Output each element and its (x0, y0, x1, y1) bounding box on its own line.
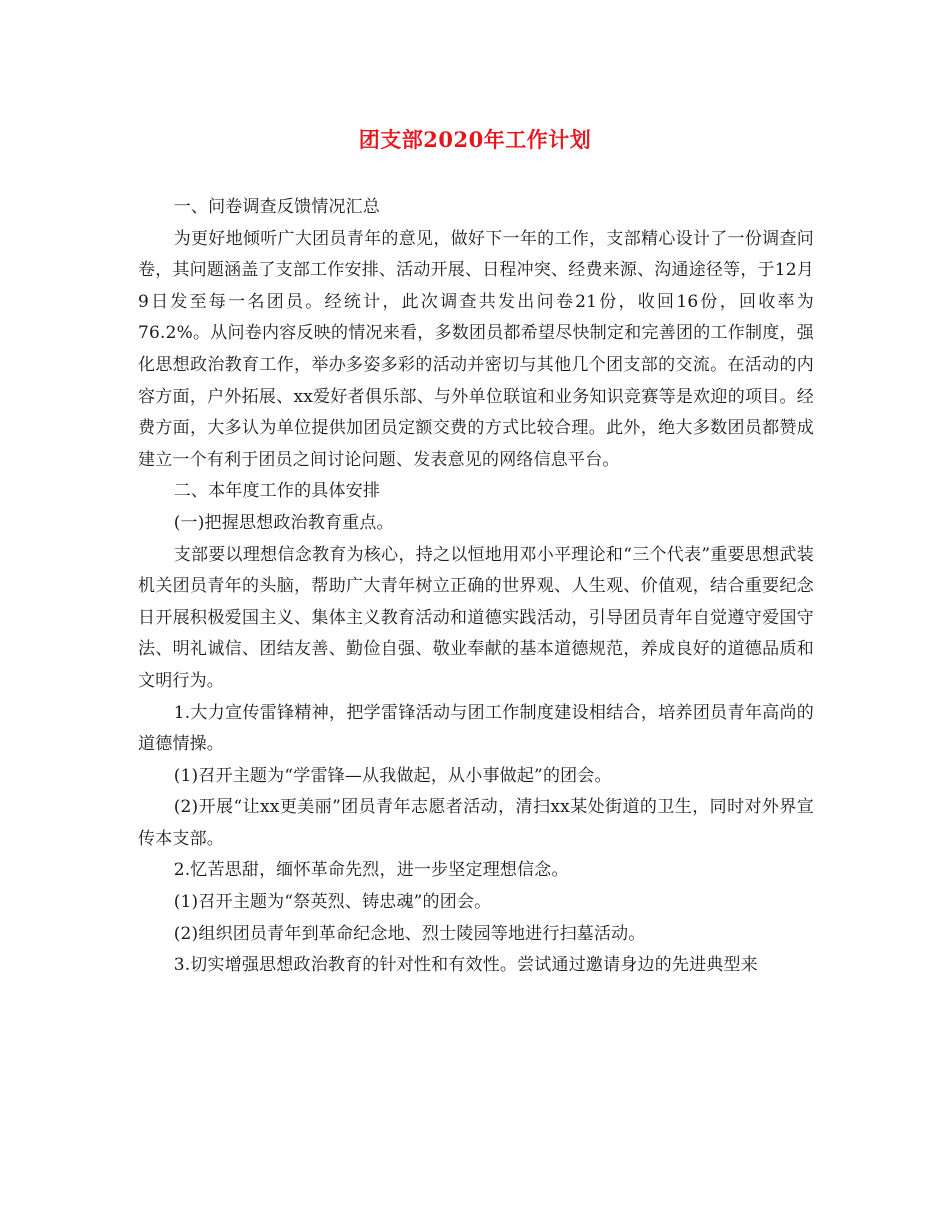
list-item-1-1: (1)召开主题为“学雷锋—从我做起，从小事做起”的团会。 (173, 765, 612, 786)
section-heading-arrangements: 二、本年度工作的具体安排 (173, 481, 381, 502)
section-heading-survey: 一、问卷调查反馈情况汇总 (173, 197, 381, 217)
document-body (138, 192, 814, 982)
paragraph-political-education: 支部要以理想信念教育为核心，持之以恒地用邓小平理论和“三个代表”重要思想武装机关团员青年的头脑，帮助广大青年树立正确的世界观、人生观、价值观，结合重要纪念日开展积极爱国主义、集体主义教育活动和道德实践活动，引导团员青年自觉遵守爱国守法、明礼诚信、团结友善、勤俭自强、敬业奉献的基本道德规范，养成良好的道德品质和文明行为。 (138, 544, 814, 691)
list-item-2: 2.忆苦思甜，缅怀革命先烈，进一步坚定理想信念。 (173, 860, 569, 881)
list-item-3: 3.切实增强思想政治教育的针对性和有效性。尝试通过邀请身边的先进典型来 (173, 955, 758, 976)
list-item-1-2: (2)开展“让xx更美丽”团员青年志愿者活动，清扫xx某处街道的卫生，同时对外界宣传本支部。 (138, 797, 814, 849)
list-item-1: 1.大力宣传雷锋精神，把学雷锋活动与团工作制度建设相结合，培养团员青年高尚的道德情操。 (138, 702, 814, 755)
list-item-2-1: (1)召开主题为“祭英烈、铸忠魂”的团会。 (173, 892, 492, 913)
list-item-2-2: (2)组织团员青年到革命纪念地、烈士陵园等地进行扫墓活动。 (173, 923, 646, 944)
document-title: 团支部2020年工作计划 (358, 127, 592, 152)
subsection-heading-political-education: (一)把握思想政治教育重点。 (173, 512, 394, 533)
paragraph-survey-summary: 为更好地倾听广大团员青年的意见，做好下一年的工作，支部精心设计了一份调查问卷，其问题涵盖了支部工作安排、活动开展、日程冲突、经费来源、沟通途径等，于12月9日发至每一名团员。经统计，此次调查共发出问卷21份，收回16份，回收率为76.2%。从问卷内容反映的情况来看，多数团员都希望尽快制定和完善团的工作制度，强化思想政治教育工作，举办多姿多彩的活动并密切与其他几个团支部的交流。在活动的内容方面，户外拓展、xx爱好者俱乐部、与外单位联谊和业务知识竞赛等是欢迎的项目。经费方面，大多认为单位提供加团员定额交费的方式比较合理。此外，绝大多数团员都赞成建立一个有利于团员之间讨论问题、发表意见的网络信息平台。 (138, 228, 814, 470)
